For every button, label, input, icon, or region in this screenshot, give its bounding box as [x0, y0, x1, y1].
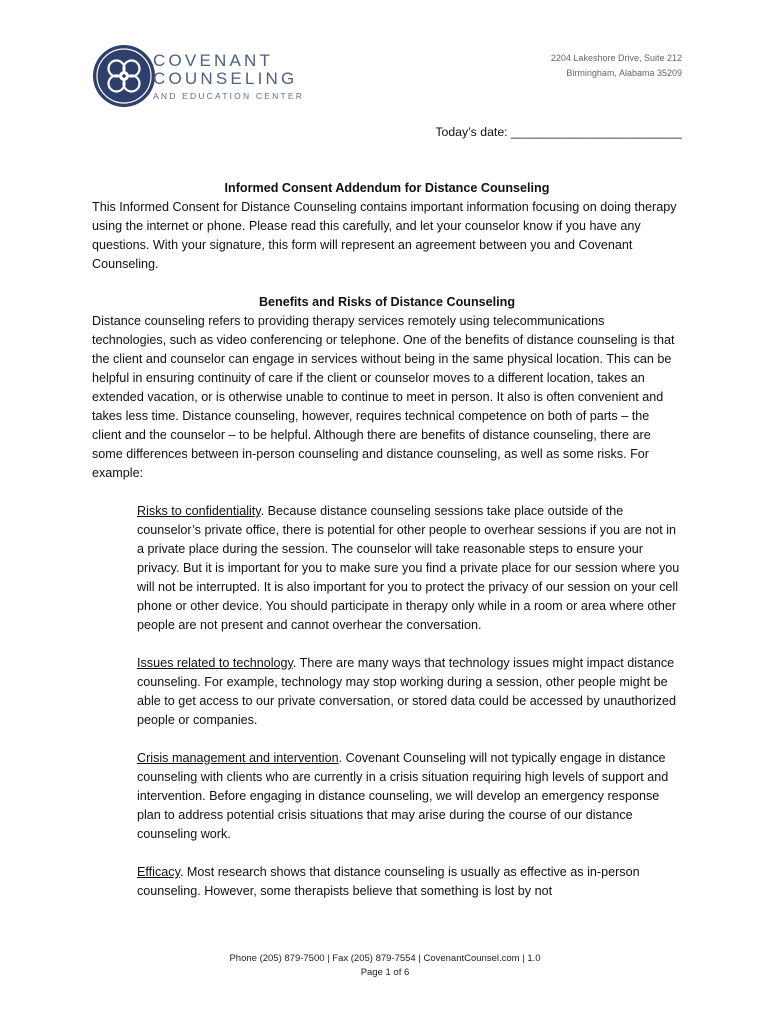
brand-name: [153, 52, 304, 101]
address-line-1: 2204 Lakeshore Drive, Suite 212: [550, 53, 682, 63]
brand-subtitle: AND EDUCATION CENTER: [153, 91, 305, 101]
risk-item-crisis: [137, 749, 682, 844]
item-heading: Efficacy: [137, 865, 180, 879]
item-heading: Risks to confidentiality: [137, 504, 261, 518]
todays-date-field: Today’s date: _________________________: [435, 125, 682, 139]
page-footer: [0, 952, 770, 980]
risk-item-technology: [137, 654, 682, 730]
risk-list: [92, 502, 682, 901]
brand-line-1: COVENANT: [153, 51, 274, 70]
section-title: Benefits and Risks of Distance Counseling: [258, 295, 516, 309]
item-text: . Covenant Counseling will not typically engage in distance counseling with clients who are currently in a crisis situation requiring high levels of support and intervention. Before engaging in distance counseling, we will develop an emergency response plan to address potential crisis situations that may arise during the course of our distance counseling work.: [137, 751, 669, 841]
section-paragraph: Distance counseling refers to providing therapy services remotely using telecommunications technologies, such as video conferencing or telephone. One of the benefits of distance counseling is that the client and counselor can engage in services without being in the same physical location. This can be helpful in ensuring continuity of care if the client or counselor moves to a different location, takes an extended vacation, or is otherwise unable to continue to meet in person. It also is often convenient and takes less time. Distance counseling, however, requires technical competence on both of parts – the client and the counselor – to be helpful. Although there are benefits of distance counseling, there are some differences between in-person counseling and distance counseling, as well as some risks. For example:: [92, 314, 675, 480]
item-heading: Issues related to technology: [137, 656, 293, 670]
document-title: Informed Consent Addendum for Distance Counseling: [224, 181, 550, 195]
item-text: . Most research shows that distance counseling is usually as effective as in-person counseling. However, some therapists believe that something is lost by not: [137, 865, 640, 898]
footer-contact: Phone (205) 879-7500 | Fax (205) 879-7554 | CovenantCounsel.com | 1.0: [229, 953, 541, 964]
intro-paragraph: This Informed Consent for Distance Counseling contains important information focusing on doing therapy using the internet or phone. Please read this carefully, and let your counselor know if you have any questions. With your signature, this form will represent an agreement between you and Covenant Counseling.: [92, 200, 677, 271]
risk-item-efficacy: [137, 863, 682, 901]
address-line-2: Birmingham, Alabama 35209: [566, 68, 682, 78]
item-text: . Because distance counseling sessions take place outside of the counselor’s private office, there is potential for other people to overhear sessions if you are not in a private place during the session. The counselor will take reasonable steps to ensure your privacy. But it is important for you to make sure you find a private place for our session where you will not be interrupted. It is also important for you to protect the privacy of our session on your cell phone or other device. You should participate in therapy only while in a room or area where other people are not present and cannot overhear the conversation.: [137, 504, 680, 632]
office-address: [551, 51, 682, 81]
item-text: . There are many ways that technology issues might impact distance counseling. For example, technology may stop working during a session, other people might be able to get access to our private conversation, or stored data could be accessed by unauthorized people or companies.: [137, 656, 677, 727]
item-heading: Crisis management and intervention: [137, 751, 339, 765]
covenant-knot-logo-icon: [92, 44, 156, 108]
brand-line-2: COUNSELING: [153, 69, 298, 88]
risk-item-confidentiality: [137, 502, 682, 635]
document-body: [92, 179, 682, 920]
page-number: Page 1 of 6: [360, 967, 410, 978]
